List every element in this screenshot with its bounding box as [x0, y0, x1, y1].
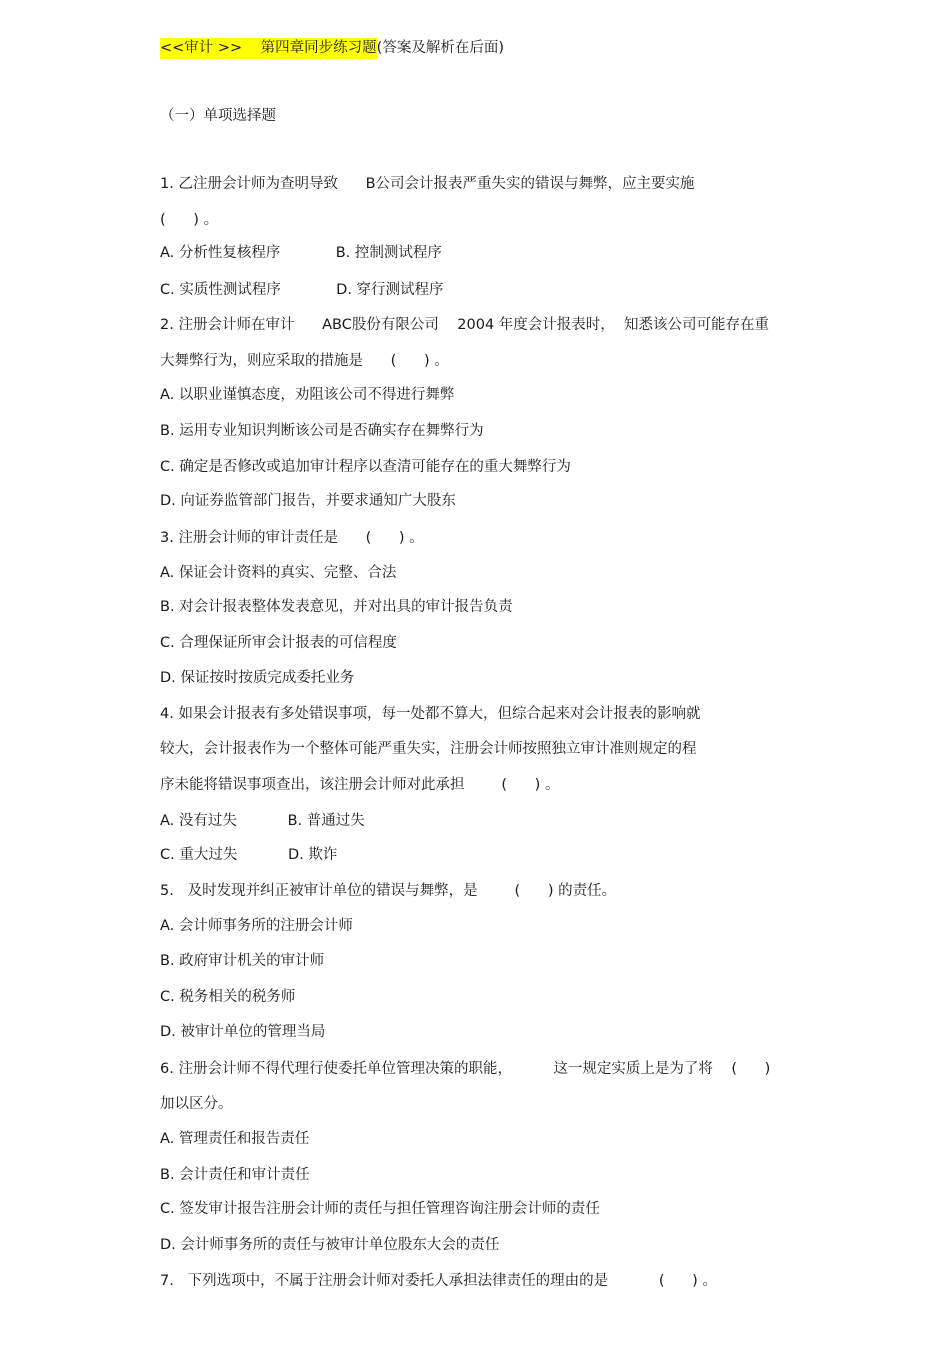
q2-stem: 2. 注册会计师在审计 ABC股份有限公司 2004 年度会计报表时， 知悉该公司可能存在重: [160, 317, 769, 333]
q2-stem-cont: 大舞弊行为，则应采取的措施是 ( ) 。: [160, 353, 449, 369]
q5-option-c: C. 税务相关的税务师: [160, 989, 296, 1005]
title-note: (答案及解析在后面): [376, 40, 504, 56]
q6-stem: 6. 注册会计师不得代理行使委托单位管理决策的职能， 这一规定实质上是为了将 ( ): [160, 1061, 771, 1077]
q6-option-d: D. 会计师事务所的责任与被审计单位股东大会的责任: [160, 1237, 500, 1253]
q4-stem: 4. 如果会计报表有多处错误事项，每一处都不算大，但综合起来对会计报表的影响就: [160, 706, 701, 722]
q5-option-b: B. 政府审计机关的审计师: [160, 953, 325, 969]
q3-option-d: D. 保证按时按质完成委托业务: [160, 670, 355, 686]
q3-option-a: A. 保证会计资料的真实、完整、合法: [160, 565, 397, 581]
q5-option-d: D. 被审计单位的管理当局: [160, 1024, 326, 1040]
section-heading: （一）单项选择题: [160, 108, 276, 124]
q2-option-b: B. 运用专业知识判断该公司是否确实存在舞弊行为: [160, 423, 484, 439]
q5-stem: 5. 及时发现并纠正被审计单位的错误与舞弊，是 ( ) 的责任。: [160, 883, 617, 899]
q6-stem-cont: 加以区分。: [160, 1096, 233, 1112]
q6-option-b: B. 会计责任和审计责任: [160, 1167, 310, 1183]
q6-option-a: A. 管理责任和报告责任: [160, 1131, 310, 1147]
q4-options-ab: A. 没有过失 B. 普通过失: [160, 813, 365, 829]
q3-option-b: B. 对会计报表整体发表意见，并对出具的审计报告负责: [160, 599, 513, 615]
q6-option-c: C. 签发审计报告注册会计师的责任与担任管理咨询注册会计师的责任: [160, 1201, 600, 1217]
q1-stem-cont: ( ) 。: [160, 212, 219, 228]
q2-option-c: C. 确定是否修改或追加审计程序以查清可能存在的重大舞弊行为: [160, 459, 571, 475]
q7-stem: 7. 下列选项中，不属于注册会计师对委托人承担法律责任的理由的是 ( ) 。: [160, 1273, 717, 1289]
q1-stem: 1. 乙注册会计师为查明导致 B公司会计报表严重失实的错误与舞弊，应主要实施: [160, 176, 695, 192]
q3-stem: 3. 注册会计师的审计责任是 ( ) 。: [160, 530, 424, 546]
q1-options-ab: A. 分析性复核程序 B. 控制测试程序: [160, 245, 442, 261]
title-highlight: <<审计 >> 第四章同步练习题: [160, 38, 377, 59]
q5-option-a: A. 会计师事务所的注册会计师: [160, 918, 353, 934]
q1-options-cd: C. 实质性测试程序 D. 穿行测试程序: [160, 282, 444, 298]
q2-option-d: D. 向证券监管部门报告，并要求通知广大股东: [160, 493, 456, 509]
q4-options-cd: C. 重大过失 D. 欺诈: [160, 847, 338, 863]
q4-stem-cont-2: 序未能将错误事项查出，该注册会计师对此承担 ( ) 。: [160, 777, 560, 793]
document-title: [160, 38, 504, 58]
q4-stem-cont-1: 较大，会计报表作为一个整体可能严重失实，注册会计师按照独立审计准则规定的程: [160, 741, 697, 757]
q3-option-c: C. 合理保证所审会计报表的可信程度: [160, 635, 397, 651]
q2-option-a: A. 以职业谨慎态度，劝阻该公司不得进行舞弊: [160, 387, 455, 403]
